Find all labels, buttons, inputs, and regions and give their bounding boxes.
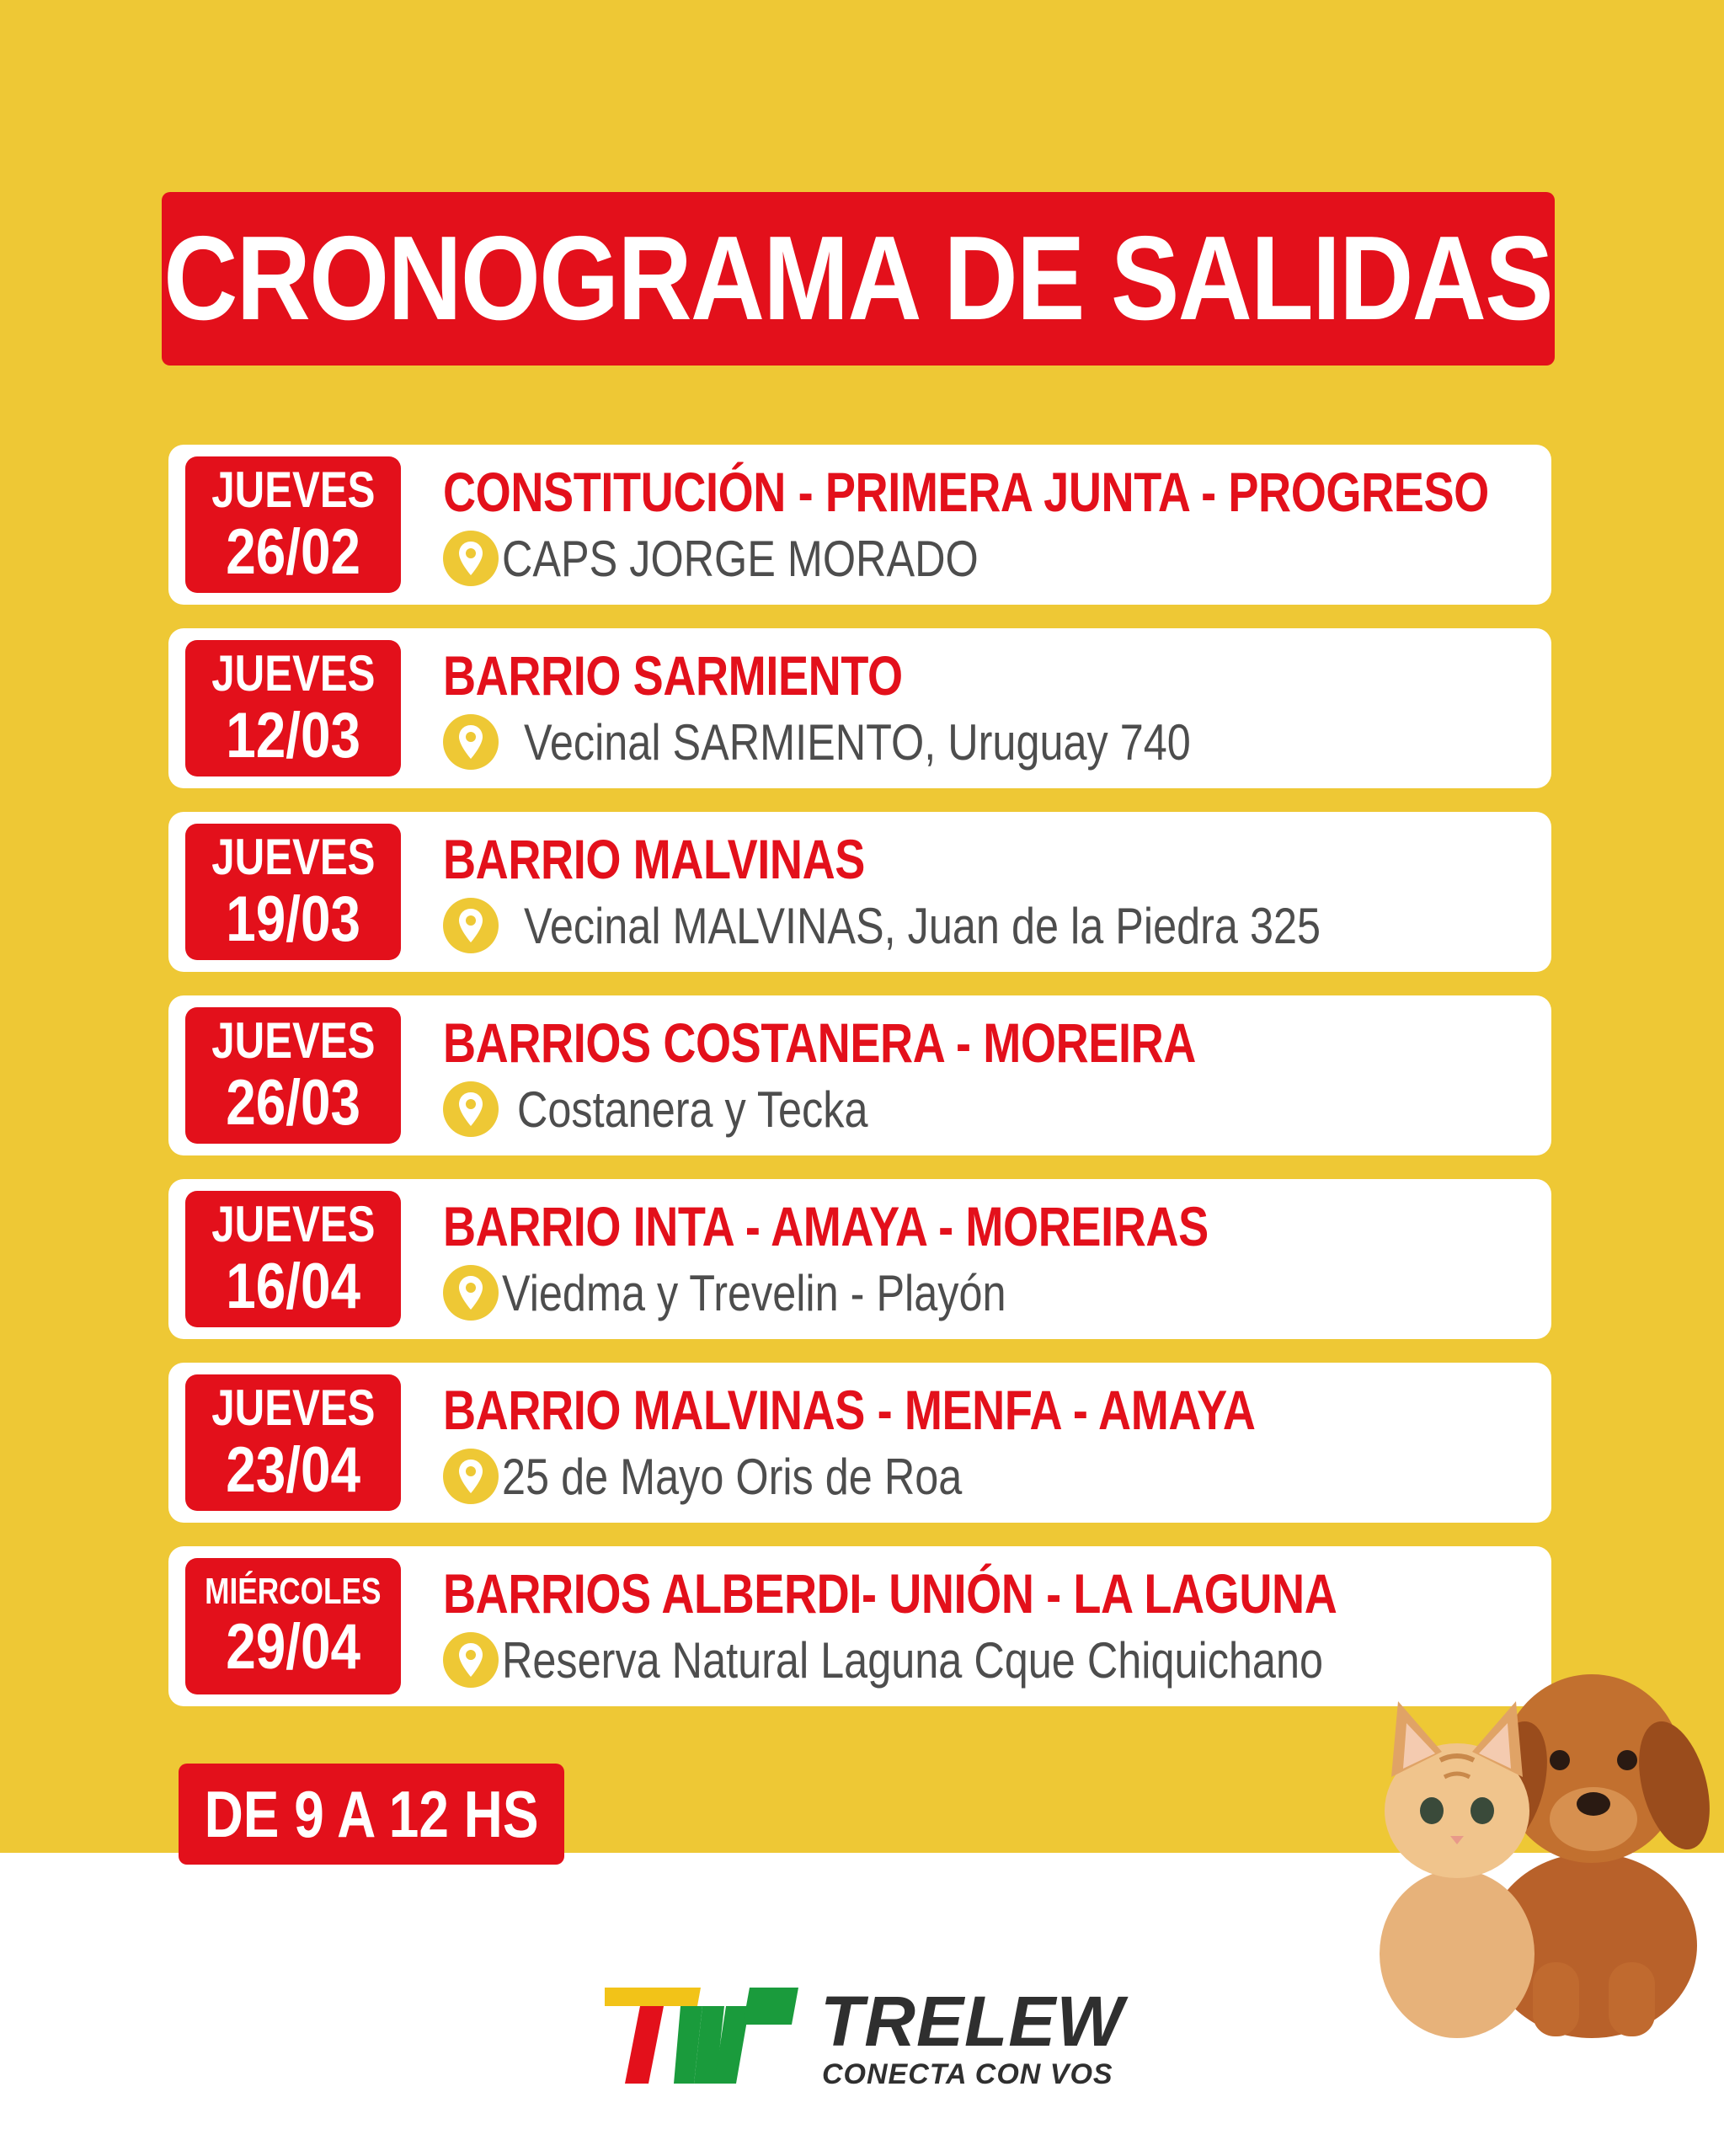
place-name: CONSTITUCIÓN - PRIMERA JUNTA - PROGRESO [443, 461, 1489, 523]
schedule-row [168, 628, 1551, 788]
address-line [443, 1080, 935, 1139]
kitten-puppy-illustration [1364, 1642, 1718, 2038]
date-day: MIÉRCOLES [205, 1571, 382, 1612]
date-number: 26/02 [226, 516, 360, 588]
address-line [443, 1447, 1049, 1506]
address-line [443, 529, 1069, 588]
date-badge [185, 1007, 401, 1144]
schedule-row [168, 1546, 1551, 1706]
address-text: Vecinal SARMIENTO, Uruguay 740 [524, 713, 1191, 771]
date-badge [185, 824, 401, 960]
date-number: 26/03 [226, 1067, 360, 1139]
page-title: CRONOGRAMA DE SALIDAS [163, 211, 1553, 345]
schedule-row [168, 995, 1551, 1155]
date-day: JUEVES [211, 1012, 376, 1069]
place-name: BARRIO SARMIENTO [443, 644, 903, 707]
date-badge [185, 640, 401, 776]
trelew-logo [600, 1981, 1124, 2090]
location-pin-icon [443, 1632, 499, 1688]
date-badge [185, 1558, 401, 1694]
date-number: 16/04 [226, 1251, 360, 1322]
date-day: JUEVES [211, 829, 376, 885]
address-text: CAPS JORGE MORADO [502, 530, 979, 587]
date-day: JUEVES [211, 1196, 376, 1252]
brand-name: TRELEW [820, 1982, 1124, 2061]
place-name: BARRIOS ALBERDI- UNIÓN - LA LAGUNA [443, 1562, 1337, 1625]
address-line [443, 712, 1318, 771]
date-number: 23/04 [226, 1434, 360, 1506]
place-name: BARRIO MALVINAS [443, 828, 865, 890]
location-pin-icon [443, 531, 499, 586]
location-pin-icon [443, 1081, 499, 1137]
location-pin-icon [443, 898, 499, 953]
tw-logo-mark-icon [600, 1981, 802, 2090]
brand-tagline: CONECTA CON VOS [822, 2058, 1113, 2090]
place-name: BARRIO INTA - AMAYA - MOREIRAS [443, 1195, 1209, 1257]
date-day: JUEVES [211, 1380, 376, 1436]
location-pin-icon [443, 1449, 499, 1504]
address-text: Reserva Natural Laguna Cque Chiquichano [502, 1631, 1324, 1689]
schedule-row [168, 812, 1551, 972]
schedule-row [168, 445, 1551, 605]
date-number: 12/03 [226, 700, 360, 771]
address-line [443, 1630, 1480, 1689]
date-badge [185, 1191, 401, 1327]
place-name: BARRIO MALVINAS - MENFA - AMAYA [443, 1379, 1256, 1441]
hours-text: DE 9 A 12 HS [204, 1776, 539, 1851]
date-badge [185, 456, 401, 593]
date-day: JUEVES [211, 462, 376, 518]
date-number: 29/04 [226, 1611, 360, 1683]
location-pin-icon [443, 1265, 499, 1321]
location-pin-icon [443, 714, 499, 770]
address-text: 25 de Mayo Oris de Roa [502, 1448, 963, 1505]
address-text: Vecinal MALVINAS, Juan de la Piedra 325 [524, 897, 1321, 954]
place-name: BARRIOS COSTANERA - MOREIRA [443, 1011, 1196, 1074]
date-badge [185, 1374, 401, 1511]
address-line [443, 896, 1472, 955]
date-number: 19/03 [226, 883, 360, 955]
address-line [443, 1263, 1102, 1322]
date-day: JUEVES [211, 645, 376, 702]
address-text: Costanera y Tecka [517, 1081, 868, 1138]
hours-badge [179, 1764, 564, 1865]
schedule-row [168, 1179, 1551, 1339]
address-text: Viedma y Trevelin - Playón [502, 1264, 1006, 1321]
schedule-row [168, 1363, 1551, 1523]
title-banner [162, 192, 1555, 366]
